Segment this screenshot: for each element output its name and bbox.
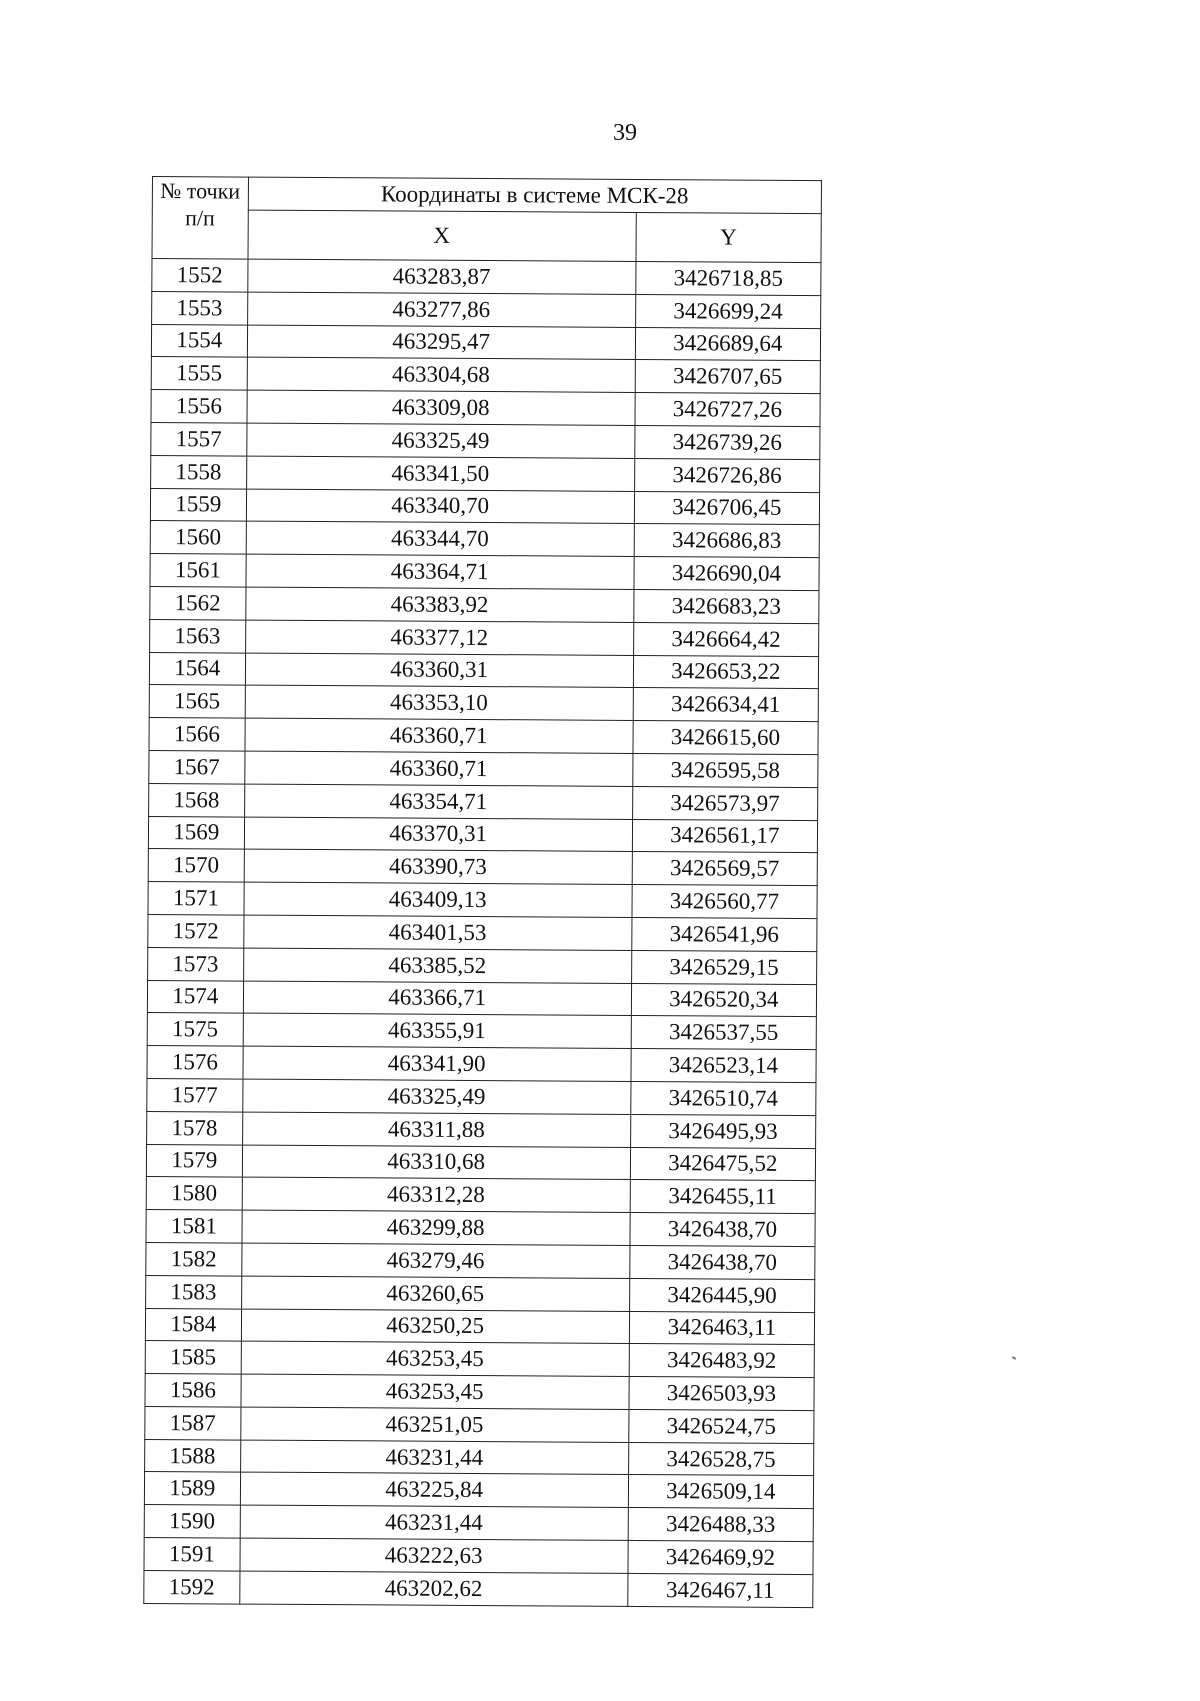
y-coordinate-cell: 3426510,74 bbox=[630, 1081, 815, 1115]
point-number-cell: 1591 bbox=[144, 1538, 240, 1571]
table-row bbox=[144, 1570, 813, 1607]
point-number-cell: 1575 bbox=[147, 1013, 243, 1046]
x-coordinate-cell: 463353,10 bbox=[245, 685, 633, 720]
table-row bbox=[147, 1013, 816, 1050]
y-coordinate-cell: 3426467,11 bbox=[627, 1573, 812, 1607]
table-row bbox=[151, 422, 820, 459]
x-coordinate-cell: 463340,70 bbox=[246, 489, 634, 524]
header-row-1 bbox=[152, 177, 821, 214]
point-number-cell: 1554 bbox=[151, 324, 247, 357]
point-number-cell: 1556 bbox=[151, 390, 247, 423]
page-number: 39 bbox=[613, 120, 637, 146]
point-number-cell: 1558 bbox=[151, 455, 247, 488]
point-number-cell: 1585 bbox=[145, 1341, 241, 1374]
point-number-cell: 1589 bbox=[144, 1472, 240, 1505]
y-coordinate-cell: 3426483,92 bbox=[629, 1344, 814, 1378]
table-row bbox=[145, 1308, 814, 1345]
point-number-cell: 1571 bbox=[148, 882, 244, 915]
x-coordinate-cell: 463225,84 bbox=[240, 1473, 628, 1508]
table-row bbox=[144, 1538, 813, 1575]
table-row bbox=[149, 652, 818, 689]
header-x: X bbox=[248, 210, 636, 261]
table-row bbox=[146, 1210, 815, 1247]
x-coordinate-cell: 463409,13 bbox=[244, 882, 632, 917]
x-coordinate-cell: 463344,70 bbox=[246, 521, 634, 556]
point-number-cell: 1572 bbox=[148, 914, 244, 947]
y-coordinate-cell: 3426686,83 bbox=[634, 524, 819, 558]
table-row bbox=[145, 1374, 814, 1411]
point-number-cell: 1552 bbox=[152, 259, 248, 292]
y-coordinate-cell: 3426475,52 bbox=[630, 1147, 815, 1181]
y-coordinate-cell: 3426664,42 bbox=[633, 622, 818, 656]
point-number-cell: 1559 bbox=[150, 488, 246, 521]
x-coordinate-cell: 463231,44 bbox=[240, 1440, 628, 1475]
point-number-cell: 1567 bbox=[149, 750, 245, 783]
point-number-cell: 1588 bbox=[145, 1439, 241, 1472]
table-row bbox=[149, 685, 818, 722]
x-coordinate-cell: 463370,31 bbox=[244, 817, 632, 852]
table-row bbox=[148, 849, 817, 886]
x-coordinate-cell: 463251,05 bbox=[240, 1407, 628, 1442]
x-coordinate-cell: 463310,68 bbox=[242, 1145, 630, 1180]
point-number-cell: 1578 bbox=[147, 1111, 243, 1144]
y-coordinate-cell: 3426707,65 bbox=[635, 360, 820, 394]
table-row bbox=[147, 980, 816, 1017]
x-coordinate-cell: 463390,73 bbox=[244, 849, 632, 884]
x-coordinate-cell: 463385,52 bbox=[243, 948, 631, 983]
x-coordinate-cell: 463401,53 bbox=[243, 915, 631, 950]
point-number-cell: 1587 bbox=[145, 1406, 241, 1439]
y-coordinate-cell: 3426683,23 bbox=[634, 589, 819, 623]
point-number-cell: 1560 bbox=[150, 521, 246, 554]
table-row bbox=[151, 357, 820, 394]
table-row bbox=[144, 1472, 813, 1509]
point-number-cell: 1564 bbox=[149, 652, 245, 685]
table-row bbox=[152, 259, 821, 296]
point-number-cell: 1590 bbox=[144, 1505, 240, 1538]
table-row bbox=[151, 324, 820, 361]
x-coordinate-cell: 463250,25 bbox=[241, 1309, 629, 1344]
y-coordinate-cell: 3426690,04 bbox=[634, 557, 819, 591]
header-row-2 bbox=[152, 210, 821, 263]
point-number-cell: 1579 bbox=[146, 1144, 242, 1177]
x-coordinate-cell: 463341,90 bbox=[243, 1046, 631, 1081]
y-coordinate-cell: 3426569,57 bbox=[632, 852, 817, 886]
table-row bbox=[148, 816, 817, 853]
x-coordinate-cell: 463360,31 bbox=[245, 653, 633, 688]
point-number-cell: 1553 bbox=[152, 291, 248, 324]
point-number-cell: 1568 bbox=[149, 783, 245, 816]
y-coordinate-cell: 3426469,92 bbox=[628, 1541, 813, 1575]
y-coordinate-cell: 3426503,93 bbox=[629, 1377, 814, 1411]
x-coordinate-cell: 463202,62 bbox=[239, 1571, 627, 1606]
x-coordinate-cell: 463312,28 bbox=[242, 1177, 630, 1212]
table-row bbox=[147, 1078, 816, 1115]
point-number-cell: 1584 bbox=[145, 1308, 241, 1341]
x-coordinate-cell: 463253,45 bbox=[241, 1374, 629, 1409]
point-number-cell: 1562 bbox=[150, 586, 246, 619]
point-number-cell: 1576 bbox=[147, 1046, 243, 1079]
y-coordinate-cell: 3426528,75 bbox=[628, 1442, 813, 1476]
x-coordinate-cell: 463325,49 bbox=[246, 423, 634, 458]
point-number-cell: 1586 bbox=[145, 1374, 241, 1407]
table-row bbox=[149, 718, 818, 755]
table-row bbox=[150, 619, 819, 656]
x-coordinate-cell: 463325,49 bbox=[242, 1079, 630, 1114]
y-coordinate-cell: 3426488,33 bbox=[628, 1508, 813, 1542]
y-coordinate-cell: 3426509,14 bbox=[628, 1475, 813, 1509]
y-coordinate-cell: 3426560,77 bbox=[632, 885, 817, 919]
y-coordinate-cell: 3426463,11 bbox=[629, 1311, 814, 1345]
y-coordinate-cell: 3426653,22 bbox=[633, 655, 818, 689]
table-row bbox=[151, 390, 820, 427]
x-coordinate-cell: 463383,92 bbox=[245, 587, 633, 622]
table-row bbox=[145, 1439, 814, 1476]
x-coordinate-cell: 463222,63 bbox=[240, 1538, 628, 1573]
x-coordinate-cell: 463295,47 bbox=[247, 325, 635, 360]
point-number-cell: 1563 bbox=[150, 619, 246, 652]
point-number-cell: 1555 bbox=[151, 357, 247, 390]
y-coordinate-cell: 3426699,24 bbox=[635, 294, 820, 328]
point-number-cell: 1580 bbox=[146, 1177, 242, 1210]
point-number-cell: 1592 bbox=[144, 1570, 240, 1603]
point-number-cell: 1574 bbox=[147, 980, 243, 1013]
header-point-number: № точки п/п bbox=[152, 177, 248, 260]
table-header bbox=[152, 177, 821, 263]
y-coordinate-cell: 3426726,86 bbox=[634, 458, 819, 492]
point-number-cell: 1569 bbox=[148, 816, 244, 849]
point-number-cell: 1577 bbox=[147, 1078, 243, 1111]
table-row bbox=[148, 882, 817, 919]
y-coordinate-cell: 3426520,34 bbox=[631, 983, 816, 1017]
table-row bbox=[148, 947, 817, 984]
y-coordinate-cell: 3426537,55 bbox=[631, 1016, 816, 1050]
table-body bbox=[144, 259, 821, 1608]
y-coordinate-cell: 3426438,70 bbox=[630, 1213, 815, 1247]
table-row bbox=[145, 1406, 814, 1443]
x-coordinate-cell: 463304,68 bbox=[247, 357, 635, 392]
y-coordinate-cell: 3426634,41 bbox=[633, 688, 818, 722]
point-number-cell: 1583 bbox=[146, 1275, 242, 1308]
point-number-cell: 1566 bbox=[149, 718, 245, 751]
x-coordinate-cell: 463377,12 bbox=[245, 620, 633, 655]
y-coordinate-cell: 3426561,17 bbox=[632, 819, 817, 853]
table-row bbox=[149, 783, 818, 820]
y-coordinate-cell: 3426595,58 bbox=[633, 753, 818, 787]
x-coordinate-cell: 463360,71 bbox=[245, 718, 633, 753]
x-coordinate-cell: 463360,71 bbox=[244, 751, 632, 786]
y-coordinate-cell: 3426739,26 bbox=[635, 425, 820, 459]
y-coordinate-cell: 3426718,85 bbox=[636, 261, 821, 295]
coordinates-table bbox=[143, 176, 822, 1608]
x-coordinate-cell: 463253,45 bbox=[241, 1341, 629, 1376]
header-y: Y bbox=[636, 212, 822, 262]
x-coordinate-cell: 463366,71 bbox=[243, 981, 631, 1016]
y-coordinate-cell: 3426523,14 bbox=[631, 1049, 816, 1083]
table-row bbox=[150, 521, 819, 558]
point-number-cell: 1581 bbox=[146, 1210, 242, 1243]
table-row bbox=[147, 1111, 816, 1148]
x-coordinate-cell: 463231,44 bbox=[240, 1505, 628, 1540]
y-coordinate-cell: 3426615,60 bbox=[633, 721, 818, 755]
y-coordinate-cell: 3426573,97 bbox=[632, 786, 817, 820]
table-row bbox=[145, 1341, 814, 1378]
table-row bbox=[147, 1046, 816, 1083]
y-coordinate-cell: 3426495,93 bbox=[630, 1114, 815, 1148]
y-coordinate-cell: 3426727,26 bbox=[635, 393, 820, 427]
y-coordinate-cell: 3426455,11 bbox=[630, 1180, 815, 1214]
x-coordinate-cell: 463283,87 bbox=[247, 259, 635, 294]
x-coordinate-cell: 463309,08 bbox=[247, 390, 635, 425]
x-coordinate-cell: 463355,91 bbox=[243, 1013, 631, 1048]
table-row bbox=[146, 1177, 815, 1214]
point-number-cell: 1557 bbox=[151, 422, 247, 455]
y-coordinate-cell: 3426541,96 bbox=[631, 917, 816, 951]
y-coordinate-cell: 3426438,70 bbox=[629, 1245, 814, 1279]
y-coordinate-cell: 3426524,75 bbox=[628, 1409, 813, 1443]
x-coordinate-cell: 463279,46 bbox=[241, 1243, 629, 1278]
table-row bbox=[150, 586, 819, 623]
table-row bbox=[144, 1505, 813, 1542]
x-coordinate-cell: 463341,50 bbox=[246, 456, 634, 491]
table-row bbox=[150, 488, 819, 525]
table-row bbox=[146, 1242, 815, 1279]
table-row bbox=[146, 1144, 815, 1181]
table-row bbox=[151, 455, 820, 492]
y-coordinate-cell: 3426529,15 bbox=[631, 950, 816, 984]
y-coordinate-cell: 3426706,45 bbox=[634, 491, 819, 525]
scan-speck bbox=[1012, 1356, 1016, 1360]
table-row bbox=[152, 291, 821, 328]
y-coordinate-cell: 3426445,90 bbox=[629, 1278, 814, 1312]
table-row bbox=[149, 750, 818, 787]
x-coordinate-cell: 463260,65 bbox=[241, 1276, 629, 1311]
table-row bbox=[148, 914, 817, 951]
x-coordinate-cell: 463277,86 bbox=[247, 292, 635, 327]
y-coordinate-cell: 3426689,64 bbox=[635, 327, 820, 361]
point-number-cell: 1565 bbox=[149, 685, 245, 718]
point-number-cell: 1561 bbox=[150, 554, 246, 587]
x-coordinate-cell: 463311,88 bbox=[242, 1112, 630, 1147]
header-coordinate-system: Координаты в системе МСК-28 bbox=[248, 177, 822, 214]
x-coordinate-cell: 463364,71 bbox=[246, 554, 634, 589]
point-number-cell: 1573 bbox=[148, 947, 244, 980]
point-number-cell: 1582 bbox=[146, 1242, 242, 1275]
x-coordinate-cell: 463354,71 bbox=[244, 784, 632, 819]
x-coordinate-cell: 463299,88 bbox=[242, 1210, 630, 1245]
point-number-cell: 1570 bbox=[148, 849, 244, 882]
table-row bbox=[146, 1275, 815, 1312]
table-row bbox=[150, 554, 819, 591]
